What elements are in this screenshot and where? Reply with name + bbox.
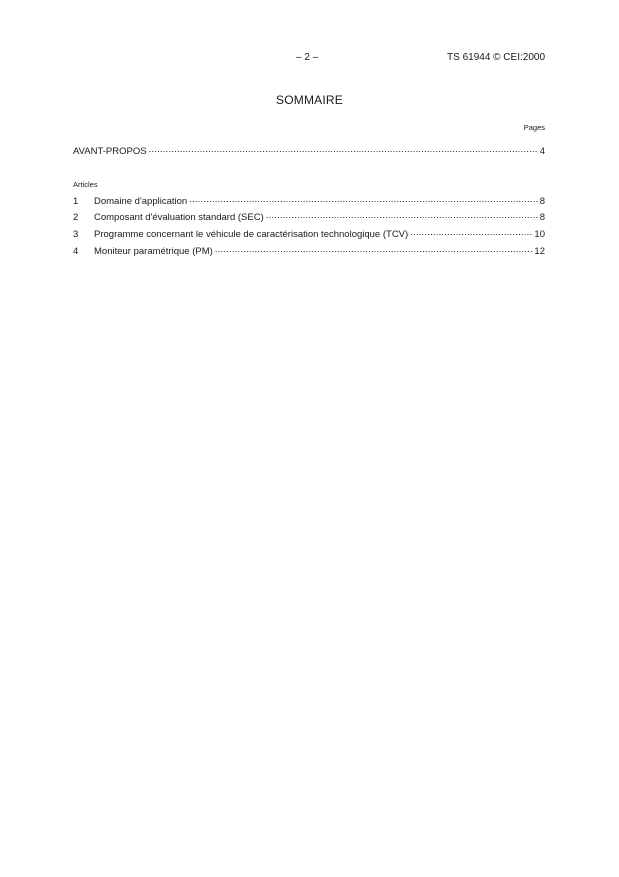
toc-entry-avant-propos[interactable] (73, 144, 545, 157)
pages-column-label: Pages (523, 123, 545, 132)
toc-entry-page: 8 (539, 211, 545, 223)
toc-entry-article-4[interactable] (73, 244, 545, 257)
toc-entry-number: 3 (73, 228, 79, 240)
toc-leader-dots (189, 194, 538, 204)
toc-entry-number: 1 (73, 195, 79, 207)
toc-entry-title: Programme concernant le véhicule de caractérisation technologique (TCV) (94, 228, 409, 240)
toc-entry-page: 8 (539, 195, 545, 207)
toc-entry-article-2[interactable] (73, 210, 545, 223)
toc-entry-title: Domaine d'application (94, 195, 188, 207)
toc-entry-page: 10 (534, 228, 545, 240)
toc-leader-dots (410, 227, 532, 237)
toc-leader-dots (149, 144, 538, 154)
articles-label: Articles (73, 180, 98, 189)
toc-entry-title: Moniteur paramétrique (PM) (94, 245, 213, 257)
page-title: SOMMAIRE (276, 93, 343, 107)
document-reference: TS 61944 © CEI:2000 (447, 52, 545, 63)
toc-leader-dots (215, 244, 533, 254)
toc-entry-page: 4 (539, 145, 545, 157)
toc-entry-title: AVANT-PROPOS (73, 145, 147, 157)
toc-leader-dots (266, 210, 538, 220)
toc-entry-page: 12 (534, 245, 545, 257)
toc-entry-title: Composant d'évaluation standard (SEC) (94, 211, 264, 223)
toc-entry-number: 2 (73, 211, 79, 223)
toc-entry-article-1[interactable] (73, 194, 545, 207)
toc-entry-number: 4 (73, 245, 79, 257)
toc-entry-article-3[interactable] (73, 227, 545, 240)
page-number: – 2 – (296, 52, 319, 63)
